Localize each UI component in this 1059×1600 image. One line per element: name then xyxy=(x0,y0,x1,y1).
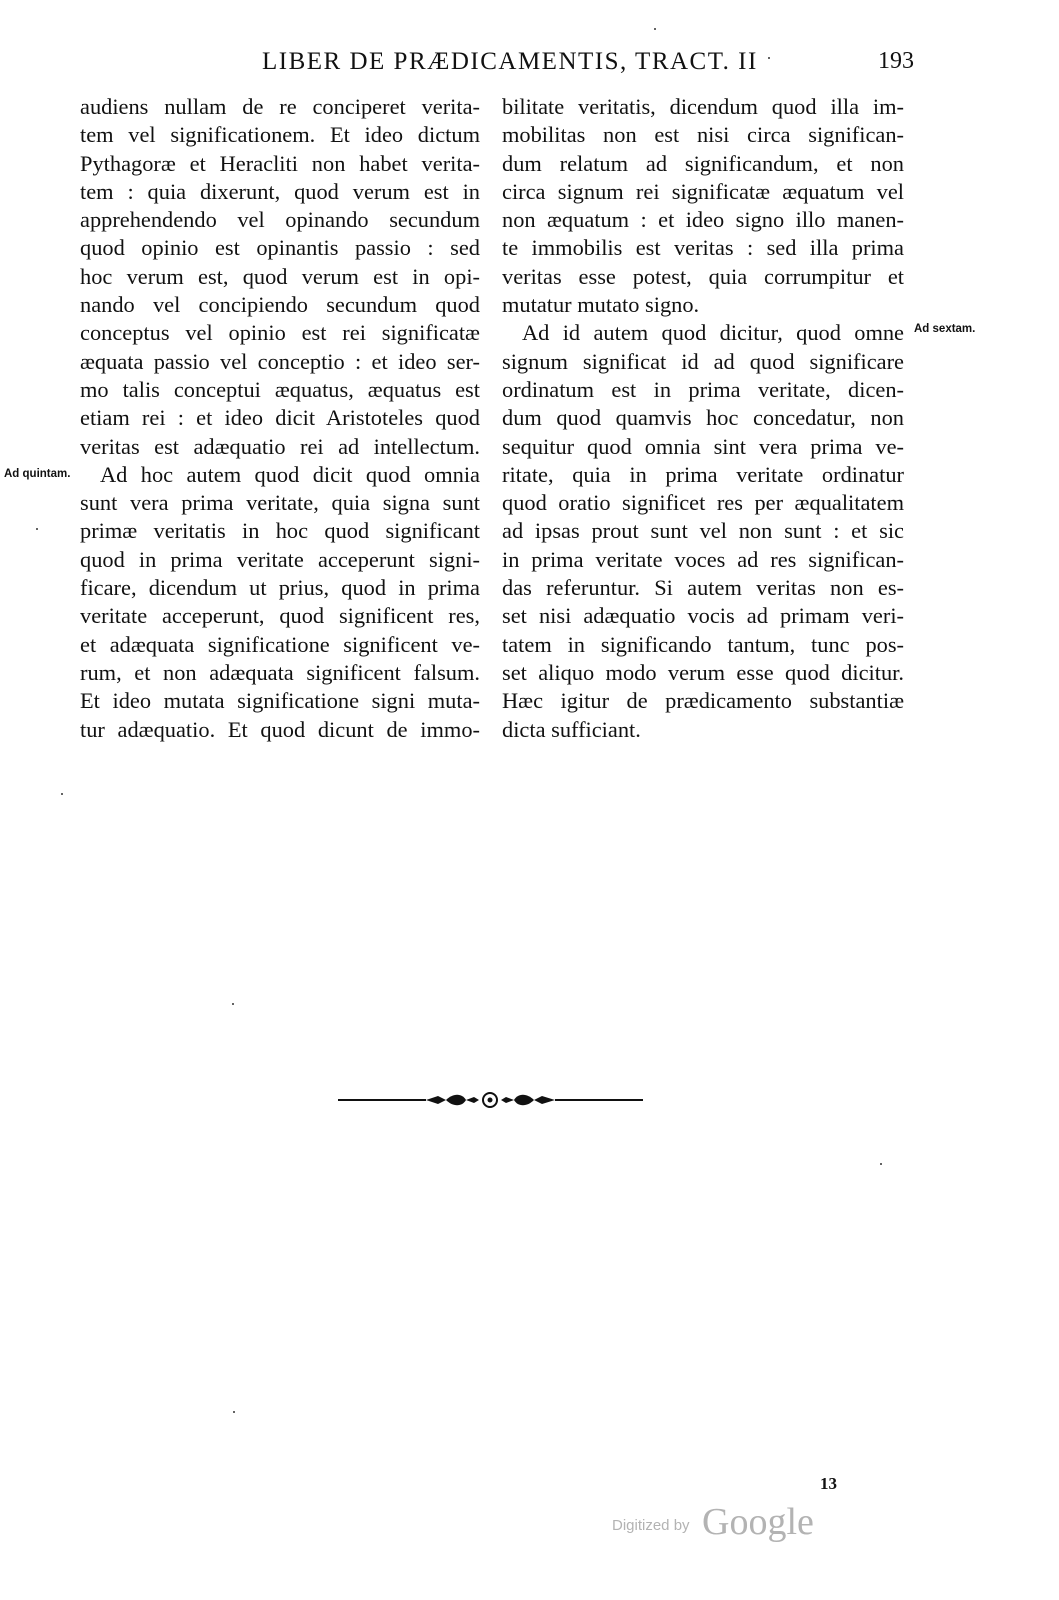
text-line: set aliquo modo verum esse quod dicitur. xyxy=(502,659,904,685)
text-line: dum relatum ad significandum, et non xyxy=(502,150,904,176)
page-number: 193 xyxy=(878,48,914,74)
text-line: veritas est adæquatio rei ad intellectum. xyxy=(80,433,480,459)
text-line: mo talis conceptui æquatus, æquatus est xyxy=(80,376,480,402)
text-line: et adæquata significatione significent ve- xyxy=(80,631,480,657)
text-line: nando vel concipiendo secundum quod xyxy=(80,292,480,318)
text-line: quod opinio est opinantis passio : sed xyxy=(80,235,480,261)
text-line: ordinatum est in prima veritate, dicen- xyxy=(502,376,904,402)
text-line: ritate, quia in prima veritate ordinatur xyxy=(502,461,904,487)
speck xyxy=(654,28,656,30)
speck xyxy=(36,528,38,530)
text-line: quod oratio significet res per æqualitatem xyxy=(502,490,904,516)
speck xyxy=(880,1163,882,1165)
text-line: circa signum rei significatæ æquatum vel xyxy=(502,178,904,204)
text-line: tur adæquatio. Et quod dicunt de immo- xyxy=(80,716,480,742)
digitized-watermark xyxy=(612,1500,842,1550)
text-line: tem : quia dixerunt, quod verum est in xyxy=(80,178,480,204)
end-ornament xyxy=(338,1088,643,1110)
text-line: audiens nullam de re conciperet verita- xyxy=(80,94,480,119)
text-line: sequitur quod omnia sint vera prima ve- xyxy=(502,433,904,459)
speck xyxy=(768,57,770,59)
text-line: æquata passio vel conceptio : et ideo ser- xyxy=(80,348,480,374)
text-line: ficare, dicendum ut prius, quod in prima xyxy=(80,575,480,601)
text-line: apprehendendo vel opinando secundum xyxy=(80,207,480,233)
text-line: Et ideo mutata significatione signi muta- xyxy=(80,688,480,714)
speck xyxy=(61,793,63,795)
text-line: set nisi adæquatio vocis ad primam veri- xyxy=(502,603,904,629)
speck xyxy=(232,1003,234,1005)
text-line: das referuntur. Si autem veritas non es- xyxy=(502,575,904,601)
text-line: Ad id autem quod dicitur, quod omne xyxy=(522,320,904,346)
text-line: sunt vera prima veritate, quia signa sunt xyxy=(80,490,480,516)
text-line: rum, et non adæquata significent falsum. xyxy=(80,659,480,685)
text-line: etiam rei : et ideo dicit Aristoteles quod xyxy=(80,405,480,431)
text-line: mutatur mutato signo. xyxy=(502,292,700,318)
watermark-prefix: Digitized by xyxy=(612,1517,690,1534)
watermark-brand: Google xyxy=(702,1501,814,1543)
text-line: quod in prima veritate acceperunt signi- xyxy=(80,546,480,572)
text-line: in prima veritate voces ad res significan- xyxy=(502,546,904,572)
running-title: LIBER DE PRÆDICAMENTIS, TRACT. II xyxy=(262,48,758,75)
text-line: hoc verum est, quod verum est in opi- xyxy=(80,263,480,289)
margin-note-ad-quintam: Ad quintam. xyxy=(4,468,71,480)
margin-note-ad-sextam: Ad sextam. xyxy=(914,323,976,335)
text-line: mobilitas non est nisi circa significan- xyxy=(502,122,904,148)
text-line: Hæc igitur de prædicamento substantiæ xyxy=(502,688,904,714)
text-column-right xyxy=(502,93,904,744)
text-column-left xyxy=(80,93,480,744)
text-line: tatem in significando tantum, tunc pos- xyxy=(502,631,904,657)
text-line: non æquatum : et ideo signo illo manen- xyxy=(502,207,904,233)
signature-mark: 13 xyxy=(820,1474,837,1493)
text-line: signum significat id ad quod significare xyxy=(502,348,904,374)
text-line: bilitate veritatis, dicendum quod illa im- xyxy=(502,94,904,119)
text-line: primæ veritatis in hoc quod significant xyxy=(80,518,480,544)
text-line: Ad hoc autem quod dicit quod omnia xyxy=(100,461,480,487)
text-line: veritate acceperunt, quod significent res, xyxy=(80,603,480,629)
text-line: dicta sufficiant. xyxy=(502,716,641,742)
text-line: veritas esse potest, quia corrumpitur et xyxy=(502,263,904,289)
text-line: tem vel significationem. Et ideo dictum xyxy=(80,122,480,148)
text-line: ad ipsas prout sunt vel non sunt : et sic xyxy=(502,518,904,544)
text-line: conceptus vel opinio est rei significatæ xyxy=(80,320,480,346)
text-line: Pythagoræ et Heracliti non habet verita- xyxy=(80,150,480,176)
speck xyxy=(233,1411,235,1413)
text-line: te immobilis est veritas : sed illa prima xyxy=(502,235,904,261)
text-line: dum quod quamvis hoc concedatur, non xyxy=(502,405,904,431)
